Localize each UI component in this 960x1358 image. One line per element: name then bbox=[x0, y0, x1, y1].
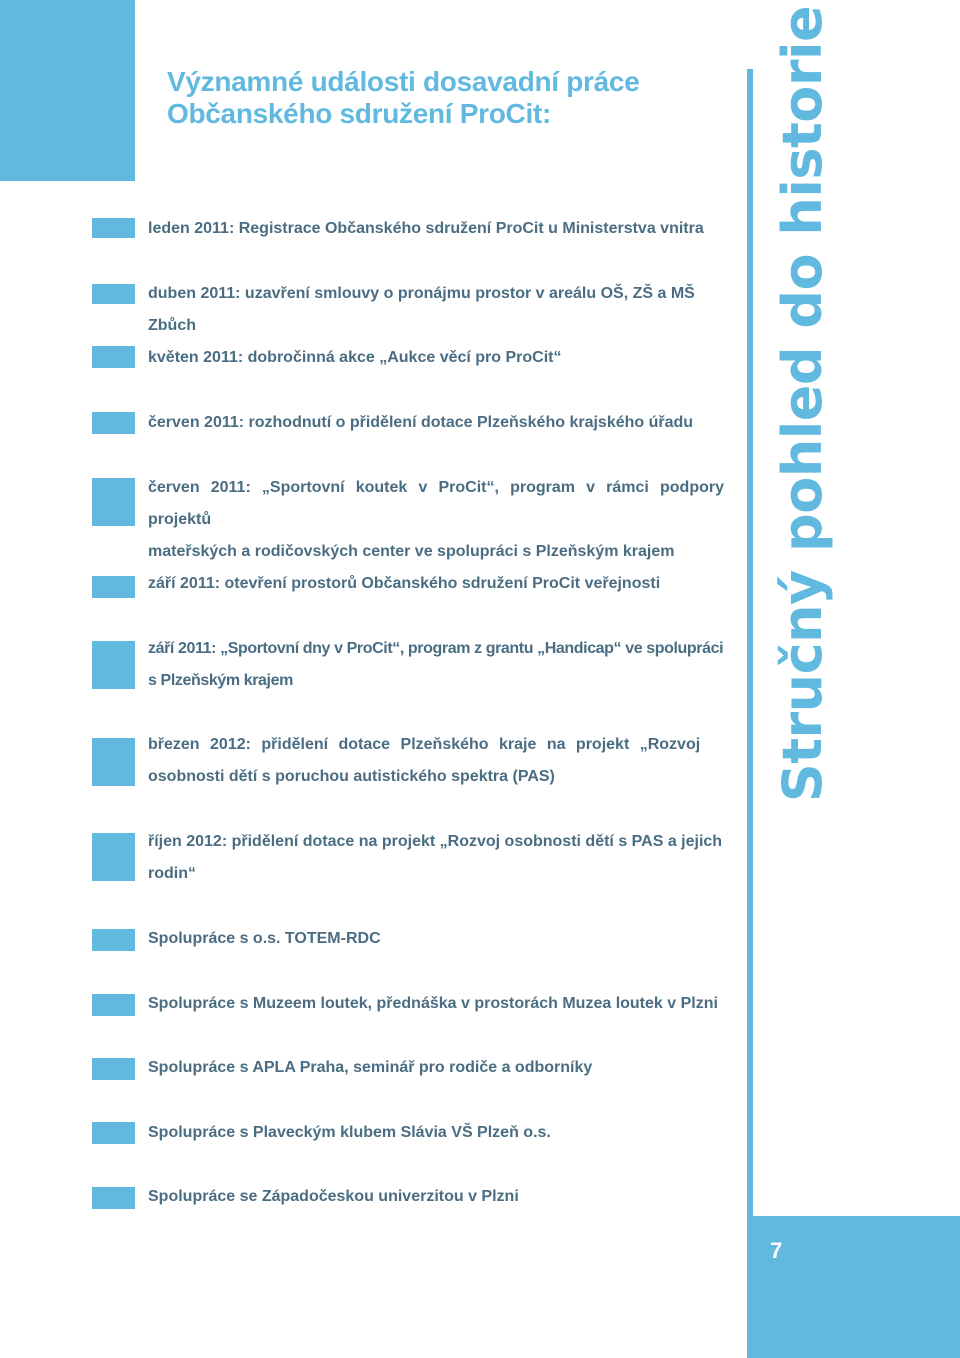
event-item bbox=[148, 923, 724, 955]
event-line: osobnosti dětí s poruchou autistického spektra (PAS) bbox=[148, 768, 555, 785]
event-item bbox=[148, 826, 724, 890]
event-item bbox=[148, 988, 724, 1020]
event-item bbox=[148, 407, 724, 439]
event-item bbox=[148, 1052, 724, 1084]
event-marker bbox=[92, 929, 135, 951]
event-line: květen 2011: dobročinná akce „Aukce věcí pro ProCit“ bbox=[148, 349, 562, 366]
event-item bbox=[148, 1181, 724, 1213]
event-marker bbox=[92, 346, 135, 368]
event-line: červen 2011: „Sportovní koutek v ProCit“, program v rámci podpory projektů bbox=[148, 479, 724, 528]
event-item bbox=[148, 729, 724, 793]
event-line: Spolupráce s Plaveckým klubem Slávia VŠ Plzeň o.s. bbox=[148, 1124, 551, 1141]
event-line: mateřských a rodičovských center ve spolupráci s Plzeňským krajem bbox=[148, 543, 675, 560]
event-line: říjen 2012: přidělení dotace na projekt „Rozvoj osobnosti dětí s PAS a jejich bbox=[148, 833, 723, 850]
event-marker bbox=[92, 641, 135, 689]
side-vertical-rule bbox=[747, 69, 753, 1216]
event-line: září 2011: „Sportovní dny v ProCit“, program z grantu „Handicap“ ve spolupráci bbox=[148, 640, 724, 657]
event-marker bbox=[92, 994, 135, 1016]
event-line: červen 2011: rozhodnutí o přidělení dotace Plzeňského krajského úřadu bbox=[148, 414, 694, 431]
event-marker bbox=[92, 284, 135, 304]
event-line: Spolupráce s o.s. TOTEM-RDC bbox=[148, 930, 381, 947]
event-item bbox=[148, 568, 724, 600]
event-marker bbox=[92, 738, 135, 786]
event-marker bbox=[92, 412, 135, 434]
event-marker bbox=[92, 576, 135, 598]
event-line: září 2011: otevření prostorů Občanského sdružení ProCit veřejnosti bbox=[148, 575, 661, 592]
page-number: 7 bbox=[770, 1238, 783, 1263]
event-line: s Plzeňským krajem bbox=[148, 672, 293, 689]
event-item bbox=[148, 633, 724, 697]
event-marker bbox=[92, 1058, 135, 1080]
event-marker bbox=[92, 1187, 135, 1209]
event-line: rodin“ bbox=[148, 865, 196, 882]
event-line: leden 2011: Registrace Občanského sdružení ProCit u Ministerstva vnitra bbox=[148, 220, 704, 237]
event-item bbox=[148, 278, 724, 342]
page-title-line-1: Významné události dosavadní práce bbox=[167, 66, 640, 97]
event-line: Spolupráce s Muzeem loutek, přednáška v prostorách Muzea loutek v Plzni bbox=[148, 995, 718, 1012]
page-title-line-2: Občanského sdružení ProCit: bbox=[167, 98, 551, 129]
event-line: duben 2011: uzavření smlouvy o pronájmu prostor v areálu OŠ, ZŠ a MŠ Zbůch bbox=[148, 285, 695, 334]
event-line: Spolupráce se Západočeskou univerzitou v Plzni bbox=[148, 1188, 519, 1205]
event-item bbox=[148, 472, 724, 568]
event-item bbox=[148, 213, 724, 245]
event-marker bbox=[92, 1122, 135, 1144]
event-line: březen 2012: přidělení dotace Plzeňského kraje na projekt „Rozvoj bbox=[148, 736, 701, 753]
event-marker bbox=[92, 478, 135, 526]
event-item bbox=[148, 1117, 724, 1149]
event-marker bbox=[92, 218, 135, 238]
event-item bbox=[148, 342, 724, 374]
event-marker bbox=[92, 833, 135, 881]
side-title-text: Stručný pohled do historie bbox=[771, 5, 834, 803]
event-line: Spolupráce s APLA Praha, seminář pro rodiče a odborníky bbox=[148, 1059, 593, 1076]
